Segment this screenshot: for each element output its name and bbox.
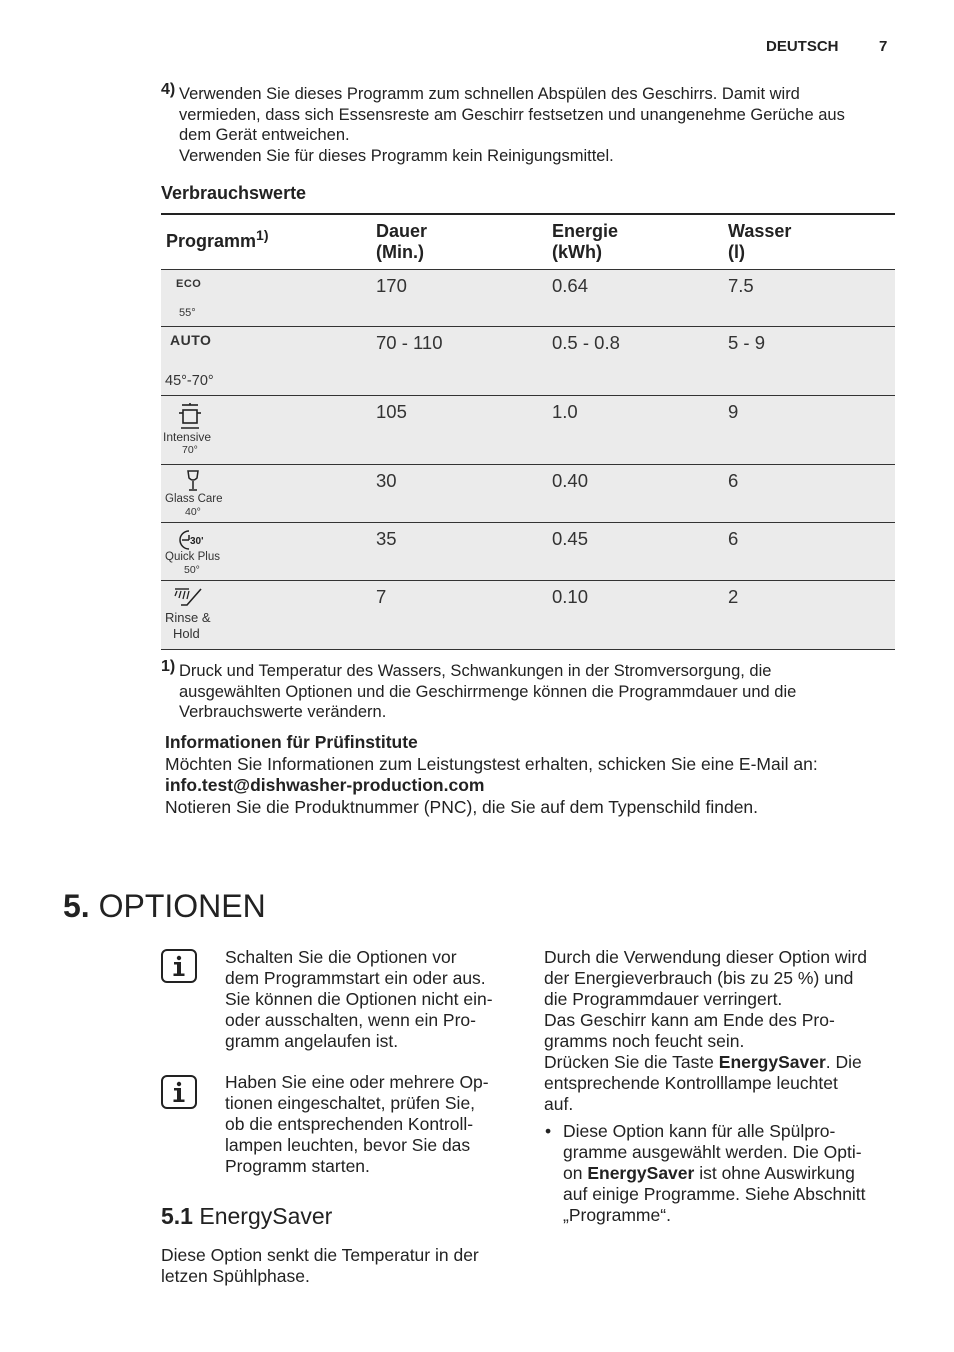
- col-header-label: Programm: [166, 231, 257, 251]
- text-line: Schalten Sie die Optionen vor: [225, 947, 457, 967]
- bullet-dot: •: [545, 1121, 552, 1141]
- rinse-label-1: Rinse &: [165, 610, 211, 625]
- clock-30-text: 30': [190, 536, 204, 547]
- duration-cell: 35: [371, 523, 547, 581]
- subsection-number: 5.1: [161, 1203, 193, 1229]
- text-line: „Programme“.: [563, 1205, 671, 1225]
- glass-care-temp: 40°: [185, 506, 201, 518]
- program-cell-eco: [161, 270, 371, 327]
- text-line: entsprechende Kontrolllampe leuchtet: [544, 1073, 838, 1093]
- duration-cell: 105: [371, 396, 547, 465]
- energysaver-intro: [161, 1245, 531, 1287]
- water-cell: 7.5: [723, 270, 895, 327]
- text-line: gramme ausgewählt werden. Die Opti-: [563, 1142, 862, 1162]
- text-line: [544, 1052, 904, 1073]
- text-line: tionen eingeschaltet, prüfen Sie,: [225, 1093, 476, 1113]
- footnote-4: [161, 81, 901, 166]
- water-cell: 5 - 9: [723, 327, 895, 396]
- energy-cell: 0.5 - 0.8: [547, 327, 723, 396]
- program-cell-auto: [161, 327, 371, 396]
- water-cell: 9: [723, 396, 895, 465]
- table-row: [161, 581, 895, 650]
- test-info-line: Notieren Sie die Produktnummer (PNC), die Sie auf dem Typenschild finden.: [165, 796, 759, 817]
- program-cell-intensive: [161, 396, 371, 465]
- water-cell: 2: [723, 581, 895, 650]
- test-info-title: Informationen für Prüfinstitute: [165, 732, 418, 752]
- col-header-unit: (l): [728, 242, 745, 262]
- col-header-sup: 1): [256, 227, 269, 243]
- eco-temp: 55°: [179, 307, 196, 319]
- footnote-mark: 1): [161, 658, 176, 675]
- text-line: lampen leuchten, bevor Sie das: [225, 1135, 471, 1155]
- info-i-glyph: [163, 1077, 195, 1107]
- water-cell: 6: [723, 465, 895, 523]
- subsection-title: EnergySaver: [199, 1203, 333, 1229]
- water-cell: 6: [723, 523, 895, 581]
- text-fragment: . Die: [825, 1052, 862, 1072]
- right-column: [544, 947, 904, 1226]
- test-info-line: Möchten Sie Informationen zum Leistungstest erhalten, schicken Sie eine E-Mail an:: [165, 753, 818, 774]
- col-header-wasser: [723, 214, 895, 270]
- pot-icon: [178, 402, 202, 432]
- energysaver-key: EnergySaver: [718, 1052, 826, 1072]
- info-i-glyph: [163, 951, 195, 981]
- glass-care-label: Glass Care: [165, 493, 223, 505]
- col-header-unit: (Min.): [376, 242, 424, 262]
- wine-glass-icon: [186, 470, 200, 492]
- program-cell-quick-plus: [161, 523, 371, 581]
- program-cell-glass-care: [161, 465, 371, 523]
- footnote-line: Verwenden Sie dieses Programm zum schnellen Abspülen des Geschirrs. Damit wird: [179, 85, 800, 103]
- energysaver-key: EnergySaver: [587, 1163, 695, 1183]
- table-row: [161, 465, 895, 523]
- col-header-energie: [547, 214, 723, 270]
- text-line: auf.: [544, 1094, 574, 1114]
- table-row: [161, 396, 895, 465]
- rinse-icon: [172, 585, 204, 609]
- auto-temp: 45°-70°: [165, 373, 214, 389]
- text-line: [563, 1163, 904, 1184]
- program-cell-rinse-hold: [161, 581, 371, 650]
- page-number: 7: [879, 38, 888, 55]
- info-text-1: [225, 947, 525, 1052]
- energy-cell: 0.64: [547, 270, 723, 327]
- col-header-unit: (kWh): [552, 242, 602, 262]
- table-row: [161, 327, 895, 396]
- section-title: OPTIONEN: [98, 888, 266, 924]
- table-header-row: [161, 214, 895, 270]
- intensive-temp: 70°: [182, 444, 198, 456]
- info-icon: [161, 949, 197, 983]
- eco-label: ECO: [176, 278, 202, 290]
- quick-plus-temp: 50°: [184, 564, 200, 576]
- duration-cell: 30: [371, 465, 547, 523]
- energy-cell: 0.40: [547, 465, 723, 523]
- footnote-line: vermieden, dass sich Essensreste am Geschirr festsetzen und unangenehme Gerüche aus: [179, 105, 845, 124]
- bullet-item: [544, 1121, 904, 1226]
- text-fragment: ist ohne Auswirkung: [694, 1163, 855, 1183]
- text-fragment: on: [563, 1163, 588, 1183]
- text-line: auf einige Programme. Siehe Abschnitt: [563, 1184, 866, 1204]
- info-text-2: [225, 1072, 525, 1177]
- col-header-programm: [161, 214, 371, 270]
- energy-cell: 0.10: [547, 581, 723, 650]
- table-row: [161, 523, 895, 581]
- footnote-line: Verbrauchswerte verändern.: [179, 703, 387, 721]
- col-header-label: Wasser: [728, 221, 792, 241]
- info-icon: [161, 1075, 197, 1109]
- text-line: Das Geschirr kann am Ende des Pro-: [544, 1010, 835, 1030]
- test-info-email: info.test@dishwasher-production.com: [165, 775, 485, 795]
- section-number: 5.: [63, 888, 90, 924]
- text-line: Haben Sie eine oder mehrere Op-: [225, 1072, 489, 1092]
- footnote-line: Druck und Temperatur des Wassers, Schwankungen in der Stromversorgung, die: [179, 662, 772, 680]
- text-line: gramm angelaufen ist.: [225, 1031, 399, 1051]
- footnote-1: [161, 658, 901, 723]
- footnote-line: Verwenden Sie für dieses Programm kein Reinigungsmittel.: [179, 146, 614, 165]
- text-line: der Energieverbrauch (bis zu 25 %) und: [544, 968, 854, 988]
- table-row: [161, 270, 895, 327]
- col-header-dauer: [371, 214, 547, 270]
- text-line: Diese Option senkt die Temperatur in der: [161, 1245, 479, 1265]
- duration-cell: 170: [371, 270, 547, 327]
- duration-cell: 70 - 110: [371, 327, 547, 396]
- duration-cell: 7: [371, 581, 547, 650]
- auto-label: AUTO: [170, 332, 212, 348]
- energy-cell: 0.45: [547, 523, 723, 581]
- text-line: die Programmdauer verringert.: [544, 989, 783, 1009]
- text-line: Programm starten.: [225, 1156, 370, 1176]
- text-line: ob die entsprechenden Kontroll-: [225, 1114, 474, 1134]
- intensive-label: Intensive: [163, 430, 212, 444]
- clock-30-icon: [179, 529, 209, 551]
- rinse-label-2: Hold: [173, 626, 200, 641]
- quick-plus-label: Quick Plus: [165, 551, 220, 563]
- section-heading: [63, 888, 266, 925]
- subsection-heading: [161, 1203, 332, 1230]
- consumption-title: Verbrauchswerte: [161, 183, 307, 203]
- text-line: Durch die Verwendung dieser Option wird: [544, 947, 867, 967]
- footnote-mark: 4): [161, 81, 176, 98]
- text-line: gramms noch feucht sein.: [544, 1031, 745, 1051]
- test-info: [165, 732, 905, 818]
- consumption-table: [161, 213, 895, 650]
- text-fragment: Drücken Sie die Taste: [544, 1052, 719, 1072]
- text-line: letzen Spühlphase.: [161, 1266, 310, 1286]
- col-header-label: Dauer: [376, 221, 428, 241]
- col-header-label: Energie: [552, 221, 619, 241]
- footnote-line: ausgewählten Optionen und die Geschirrmenge können die Programmdauer und die: [179, 682, 797, 701]
- text-line: dem Programmstart ein oder aus.: [225, 968, 486, 988]
- text-line: oder ausschalten, wenn ein Pro-: [225, 1010, 476, 1030]
- text-line: Sie können die Optionen nicht ein-: [225, 989, 493, 1009]
- footnote-line: dem Gerät entweichen.: [179, 126, 350, 144]
- text-line: Diese Option kann für alle Spülpro-: [563, 1121, 836, 1141]
- header-language: DEUTSCH: [766, 38, 839, 55]
- energy-cell: 1.0: [547, 396, 723, 465]
